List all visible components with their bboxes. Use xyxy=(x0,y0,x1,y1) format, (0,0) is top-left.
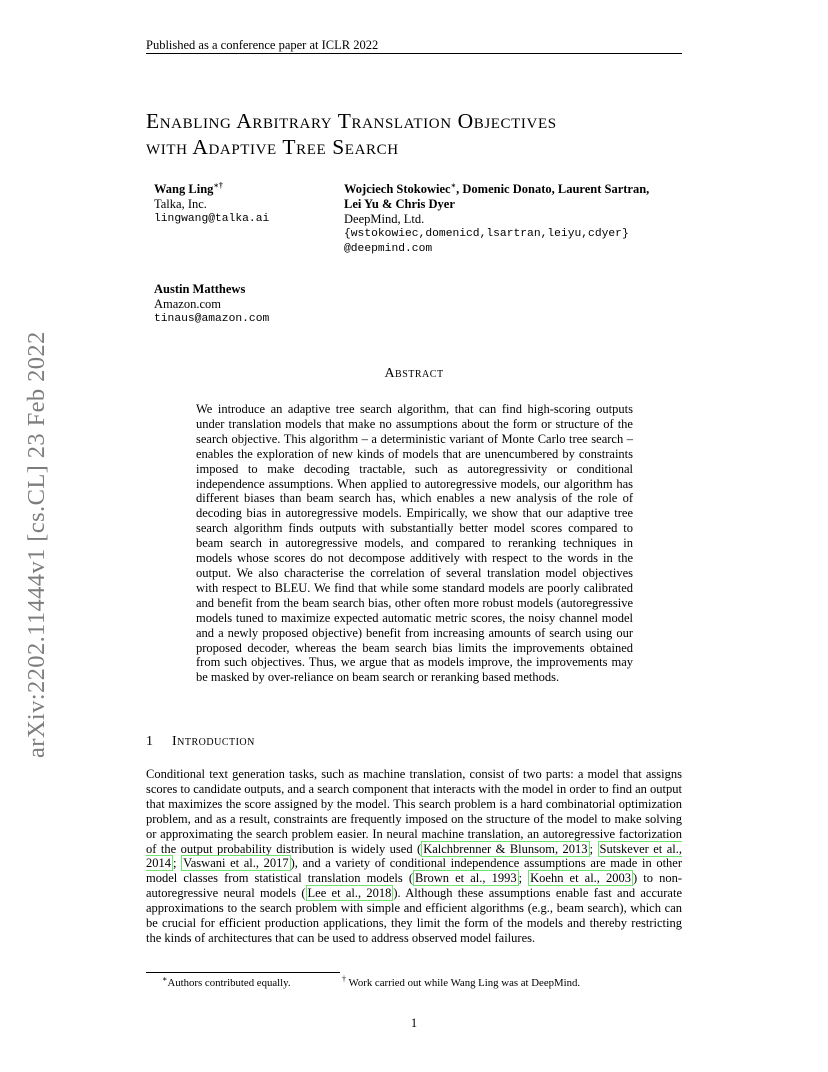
author-names-line-1: Wojciech Stokowiec∗, Domenic Donato, Laurent Sartran, xyxy=(344,180,650,196)
author-marks: ∗† xyxy=(213,180,223,190)
author-email-line-1[interactable]: {wstokowiec,domenicd,lsartran,leiyu,cdyer} xyxy=(344,228,629,240)
section-heading xyxy=(146,734,255,750)
intro-paragraph: Conditional text generation tasks, such as machine translation, consist of two parts: a model that assigns scores to candidate outputs, and a search component that interacts with the model in order to find an output that maximizes the score assigned by the model. This search problem is a hard combinatorial optimization problem, and as a result, constraints are frequently imposed on the structure of the model to make solving or approximating the search problem easier. In neural machine translation, an autoregressive factorization of the output probability distribution is widely used ( Kalchbrenner & Blunsom, 2013 ; Sutskever et al., 2014 ; Vaswani et al., 2017 ), and a variety of conditional independence assumptions are made in other model classes from statistical translation models ( Brown et al., 1993 ; Koehn et al., 2003 ) to non-autoregressive neural models ( Lee et al., 2018 ). Although these assumptions enable fast and accurate approximations to the search problem with simple and efficient algorithms (e.g., beam search), which can be crucial for efficient production applications, they limit the form of the models and thereby restricting the kinds of architectures that can be used to address observed model failures. xyxy=(146,767,683,945)
author-name: Wang Ling∗† xyxy=(154,180,223,196)
author-affiliation: Talka, Inc. xyxy=(154,197,207,211)
author-affiliation: Amazon.com xyxy=(154,297,221,311)
header-rule xyxy=(146,53,682,54)
abstract-heading: Abstract xyxy=(384,366,444,381)
citation-link[interactable]: Lee et al., 2018 xyxy=(307,886,392,901)
citation-link[interactable]: Kalchbrenner & Blunsom, 2013 xyxy=(423,841,588,856)
author-block-matthews xyxy=(154,282,269,327)
author-block-deepmind xyxy=(344,182,649,257)
footnote-rule xyxy=(146,972,340,973)
citation-link[interactable]: Vaswani et al., 2017 xyxy=(183,856,289,871)
footnote-1: ∗Authors contributed equally. xyxy=(162,974,291,989)
author-names-line-2: Lei Yu & Chris Dyer xyxy=(344,197,455,211)
paper-title-line-1: Enabling Arbitrary Translation Objectives xyxy=(146,109,557,133)
citation-link[interactable]: Sutskever et al., 2014 xyxy=(146,841,682,871)
section-title: Introduction xyxy=(172,734,255,749)
author-email[interactable]: lingwang@talka.ai xyxy=(154,213,270,225)
author-name: Austin Matthews xyxy=(154,282,246,296)
footnote-2: † Work carried out while Wang Ling was at DeepMind. xyxy=(342,974,581,989)
citation-link[interactable]: Koehn et al., 2003 xyxy=(530,871,632,886)
author-block-ling xyxy=(154,182,269,227)
arxiv-stamp[interactable]: arXiv:2202.11444v1 [cs.CL] 23 Feb 2022 xyxy=(23,331,50,758)
page-number: 1 xyxy=(410,1016,418,1030)
citation-link[interactable]: Brown et al., 1993 xyxy=(415,871,517,886)
section-number: 1 xyxy=(146,734,154,749)
author-email[interactable]: tinaus@amazon.com xyxy=(154,313,270,325)
running-head: Published as a conference paper at ICLR 2022 xyxy=(146,38,379,52)
author-affiliation: DeepMind, Ltd. xyxy=(344,212,425,226)
paper-title-line-2: with Adaptive Tree Search xyxy=(146,135,399,159)
abstract-body: We introduce an adaptive tree search algorithm, that can find high-scoring outputs under translation models that make no assumptions about the form or structure of the search objective. This algorithm – a deterministic variant of Monte Carlo tree search – enables the exploration of new kinds of models that are unencumbered by constraints imposed to make decoding tractable, such as autoregressivity or conditional independence assumptions. When applied to autoregressive models, our algorithm has different biases than beam search has, which enables a new analysis of the role of decoding bias in autoregressive models. Empirically, we show that our adaptive tree search algorithm finds outputs with substantially better model scores compared to beam search in autoregressive models, and compared to reranking techniques in models whose scores do not decompose additively with respect to the words in the output. We also characterise the correlation of several translation model objectives with respect to BLEU. We find that while some standard models are poorly calibrated and benefit from the beam search bias, other often more robust models (autoregressive models tuned to maximize expected automatic metric scores, the noisy channel model and a newly proposed objective) benefit from increasing amounts of search using our proposed decoder, whereas the beam search bias limits the improvements obtained from such objectives. Thus, we argue that as models improve, the improvements may be masked by over-reliance on beam search or reranking based methods. xyxy=(196,402,633,685)
author-email-line-2[interactable]: @deepmind.com xyxy=(344,243,433,255)
